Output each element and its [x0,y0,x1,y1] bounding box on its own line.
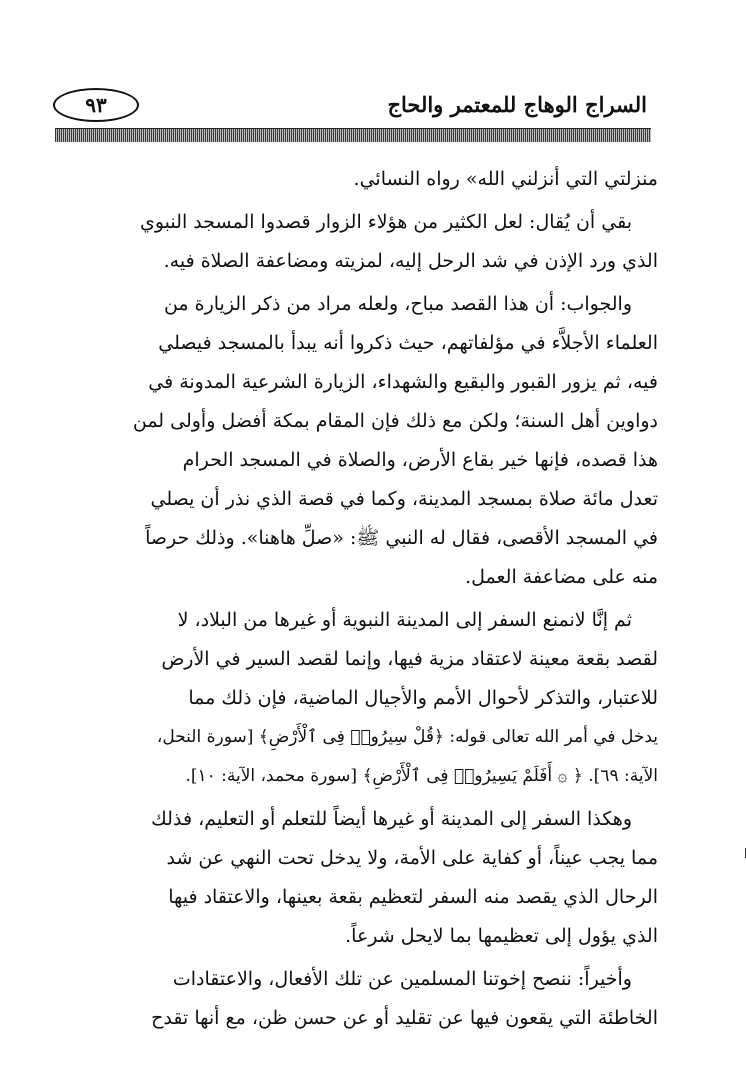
page-number: ٩٣ [85,93,107,117]
text-line: للاعتبار، والتذكر لأحوال الأمم والأجيال الماضية، فإن ذلك مما [188,687,658,709]
text-line: بقي أن يُقال: لعل الكثير من هؤلاء الزوار قصدوا المسجد النبوي [140,211,632,233]
text-line: والجواب: أن هذا القصد مباح، ولعله مراد من ذكر الزيارة من [163,293,632,315]
text-line: الذي ورد الإذن في شد الرحل إليه، لمزيته ومضاعفة الصلاة فيه. [163,250,658,272]
text-line: الذي يؤول إلى تعظيمها بما لايحل شرعاً. [345,925,658,947]
text-line: الآية: ٦٩]. ﴿ ۞ أَفَلَمْ يَسِيرُوا۟ فِى ٱلْأَرْضِ﴾ [سورة محمد، الآية: ١٠]. [185,766,658,786]
body-text [70,160,658,1038]
text-line: العلماء الأجلاَّء في مؤلفاتهم، حيث ذكروا أنه يبدأ بالمسجد فيصلي [158,332,658,354]
page-header [45,82,651,126]
text-line: هذا قصده، فإنها خير بقاع الأرض، والصلاة في المسجد الحرام [182,449,658,471]
text-line: ثم إنَّا لانمنع السفر إلى المدينة النبوية أو غيرها من البلاد، لا [177,609,632,631]
text-line: الرحال الذي يقصد منه السفر لتعظيم بقعة بعينها، والاعتقاد فيها [168,886,658,908]
text-line: في المسجد الأقصى، فقال له النبي ﷺ: «صلِّ هاهنا». وذلك حرصاً [145,527,658,549]
text-line: وأخيراً: ننصح إخوتنا المسلمين عن تلك الأفعال، والاعتقادات [172,968,632,990]
text-line: الخاطئة التي يقعون فيها عن تقليد أو عن حسن ظن، مع أنها تقدح [151,1007,658,1029]
page-number-badge [53,88,139,122]
text-line: لقصد بقعة معينة لاعتقاد مزية فيها، وإنما لقصد السير في الأرض [161,648,658,670]
header-rule [55,128,651,142]
text-line: تعدل مائة صلاة بمسجد المدينة، وكما في قصة الذي نذر أن يصلي [150,488,658,510]
text-line: فيه، ثم يزور القبور والبقيع والشهداء، الزيارة الشرعية المدونة في [148,371,658,393]
text-line: وهكذا السفر إلى المدينة أو غيرها أيضاً للتعلم أو التعليم، فذلك [151,808,632,830]
text-line: منزلتي التي أنزلني الله» رواه النسائي. [353,168,658,190]
text-line: مما يجب عيناً، أو كفاية على الأمة، ولا يدخل تحت النهي عن شد [166,847,658,869]
text-line: دواوين أهل السنة؛ ولكن مع ذلك فإن المقام بمكة أفضل وأولى لمن [132,410,658,432]
text-line: منه على مضاعفة العمل. [465,566,658,588]
text-line: يدخل في أمر الله تعالى قوله: ﴿قُلْ سِيرُوا۟ فِى ٱلْأَرْضِ﴾ [سورة النحل، [156,727,658,747]
running-title: السراج الوهاج للمعتمر والحاج [387,92,647,117]
